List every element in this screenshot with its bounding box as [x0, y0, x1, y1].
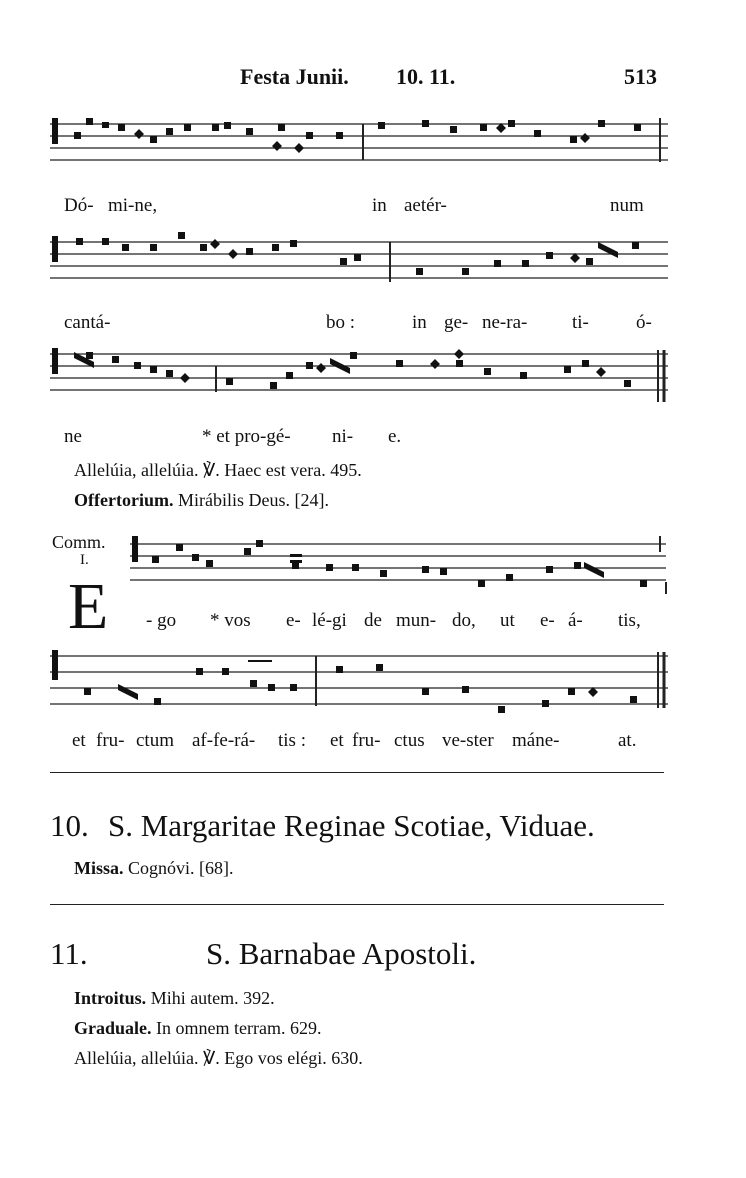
lyric-line-5-syl-9: ve-ster — [442, 730, 494, 751]
graduale-text: In omnem terram. 629. — [156, 1018, 322, 1038]
header-dates: 10. 11. — [396, 64, 456, 89]
offertorium-label: Offertorium. — [74, 490, 174, 510]
lyric-line-2-syl-1: cantá- — [64, 312, 111, 333]
page-number: 513 — [624, 64, 657, 89]
lyric-line-5-syl-3: ctum — [136, 730, 174, 751]
lyric-line-5-syl-4: af-fe-rá- — [192, 730, 256, 751]
lyric-line-2-syl-7: ó- — [636, 312, 652, 333]
lyric-line-5-syl-11: at. — [618, 730, 637, 751]
lyric-line-3-syl-2: * et pro-gé- — [202, 426, 291, 447]
chant-staff-2 — [50, 224, 670, 294]
lyric-line-5-syl-6: et — [330, 730, 344, 751]
introitus-label: Introitus. — [74, 988, 147, 1008]
missa-text: Cognóvi. [68]. — [128, 858, 234, 878]
lyric-line-2-syl-4: ge- — [444, 312, 469, 333]
introitus-text: Mihi autem. 392. — [150, 988, 275, 1008]
lyric-line-1-syl-1: Dó- — [64, 195, 94, 216]
lyric-line-5-syl-7: fru- — [352, 730, 381, 751]
lyric-line-4-syl-10: á- — [568, 610, 583, 631]
lyric-line-4-syl-2: * vos — [210, 610, 251, 631]
lyric-line-3-syl-1: ne — [64, 426, 82, 447]
section-11-title: S. Barnabae Apostoli. — [206, 936, 477, 971]
lyric-line-2-syl-6: ti- — [572, 312, 589, 333]
lyric-line-4-syl-5: de — [364, 610, 382, 631]
initial-letter: E — [68, 570, 109, 643]
lyric-line-2-syl-3: in — [412, 312, 427, 333]
lyric-line-3-syl-3: ni- — [332, 426, 354, 447]
section-10-number: 10. — [50, 808, 89, 843]
lyric-line-1-syl-2: mi-ne, — [108, 195, 158, 216]
lyric-line-4-syl-6: mun- — [396, 610, 437, 631]
lyric-line-4-syl-9: e- — [540, 610, 555, 631]
comm-mode: I. — [80, 552, 89, 568]
lyric-line-2-syl-5: ne-ra- — [482, 312, 528, 333]
lyric-line-4-syl-1: - go — [146, 610, 177, 631]
comm-label: Comm. — [52, 532, 106, 552]
lyric-line-1-syl-3: in — [372, 195, 387, 216]
alleluia-reference-11: Allelúia, allelúia. ℣. Ego vos elégi. 630. — [74, 1048, 363, 1068]
graduale-label: Graduale. — [74, 1018, 152, 1038]
alleluia-reference: Allelúia, allelúia. ℣. Haec est vera. 495. — [74, 460, 362, 480]
lyric-line-1-syl-5: num — [610, 195, 644, 216]
lyric-line-4-syl-11: tis, — [618, 610, 641, 631]
lyric-line-5-syl-10: máne- — [512, 730, 560, 751]
lyric-line-4-syl-4: lé-gi — [312, 610, 347, 631]
lyric-line-5-syl-5: tis : — [278, 730, 306, 751]
chant-staff-1 — [50, 106, 670, 172]
missa-label: Missa. — [74, 858, 124, 878]
section-11-number: 11. — [50, 936, 88, 971]
offertorium-text: Mirábilis Deus. [24]. — [177, 490, 329, 510]
lyric-line-2-syl-2: bo : — [326, 312, 356, 333]
chant-staff-3 — [50, 342, 670, 408]
running-title: Festa Junii. — [240, 64, 349, 89]
section-divider-1 — [50, 772, 664, 773]
chant-staff-4 — [130, 526, 670, 598]
lyric-line-5-syl-8: ctus — [394, 730, 425, 751]
section-divider-2 — [50, 904, 664, 905]
lyric-line-4-syl-8: ut — [500, 610, 515, 631]
chant-staff-5 — [50, 644, 670, 722]
lyric-line-3-syl-4: e. — [388, 426, 402, 447]
lyric-line-1-syl-4: aetér- — [404, 195, 447, 216]
lyric-line-4-syl-7: do, — [452, 610, 476, 631]
lyric-line-4-syl-3: e- — [286, 610, 301, 631]
lyric-line-5-syl-1: et — [72, 730, 86, 751]
lyric-line-5-syl-2: fru- — [96, 730, 125, 751]
section-10-title: S. Margaritae Reginae Scotiae, Viduae. — [108, 808, 595, 843]
